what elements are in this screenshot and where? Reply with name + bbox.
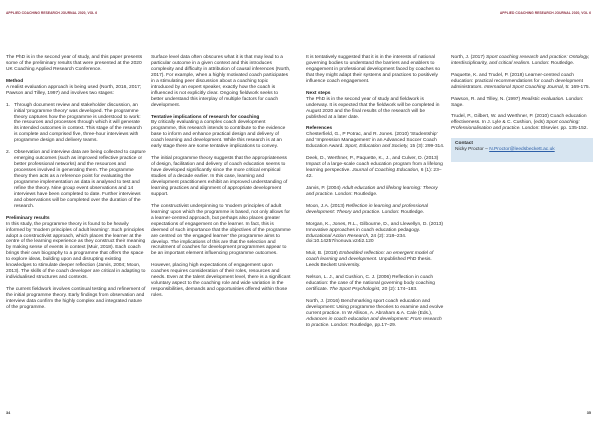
reference-details: London: Routledge.: [380, 209, 425, 215]
contact-name: Nicky Proctor –: [455, 147, 490, 153]
contact-line: [455, 147, 589, 153]
reference-text: Pawson, R. and Tilley, N. (1997): [451, 96, 522, 102]
reference-details: London: Routledge.: [333, 191, 378, 197]
results-paragraph: The current fieldwork involves continual testing and refinement of the initial programme theory. Early findings from observation and interview data confirm the highly complex and integrated nature of the programme.: [6, 287, 146, 310]
page-number-right: 35: [586, 411, 591, 415]
contact-email-link[interactable]: N.Proctor@leedsbeckett.ac.uk: [489, 147, 555, 153]
reference-details: Unpublished PhD thesis. Leeds Beckett University.: [306, 257, 432, 269]
reference-item: [451, 97, 593, 109]
contact-heading: Contact: [455, 141, 474, 147]
step-text: Through document review and stakeholder discussion, an initial 'programme theory' was developed. The programme theory captures how the programme is understood to work: the resources and processes through which it will generate its intended outcomes in context. This stage of the research is complete and comprised five, three-hour interviews with programme design and delivery teams.: [14, 102, 142, 144]
reference-item: [451, 55, 593, 67]
column-3: [306, 55, 446, 335]
reference-details: London: Elsevier. pp. 135-152.: [520, 126, 588, 132]
reference-text: Jarvis, P. (2004): [306, 185, 342, 191]
next-steps-paragraph: The PhD is in the second year of study and fieldwork is underway. It is expected that the fieldwork will be completed in August 2020 and the final results of the research will be published at a later date.: [306, 96, 440, 120]
reference-details: London: Sage.: [451, 96, 584, 108]
reference-item: [306, 222, 446, 246]
reference-text: North, J. (2016) Benchmarking sport coach education and development: Using programme theories to examine and evolve current practice. In W Allison, A. Abraham & A. Cale (Eds.),: [306, 298, 444, 316]
reference-source-title: The Sport Psychologist,: [329, 287, 381, 293]
reference-text: Chesterfield, G., P Potrac, and R. Jones. (2010) 'Studentship' and 'Impression Management' in an Advanced Soccer Coach Education Award.: [306, 132, 438, 150]
implications-paragraph: It is tentatively suggested that it is in the interests of national governing bodies to understand the barriers and enablers to engagement in professional development faced by coaches so that they might adapt their systems and practices to positively influence coach engagement.: [306, 55, 441, 84]
reference-details: London: Routledge, pp.17–29.: [329, 322, 397, 328]
reference-item: [306, 204, 446, 216]
method-step: [6, 150, 146, 210]
column-2: [151, 55, 291, 305]
reference-text: Nelson, L. J., and Cushion, C. J. (2006) Reflection in coach education: the case of the national governing body coaching certificate.: [306, 275, 435, 293]
reference-text: Deek, D., Werthner, P., Paquette, K., J., and Culver, D. (2013) Impact of a large-scale coach education program from a lifelong learning perspective.: [306, 156, 443, 174]
method-intro: A realist evaluation approach is being used (North, 2016, 2017; Pawson and Tilley, 1997) and involves two stages:: [6, 84, 142, 96]
reference-item: [451, 114, 593, 132]
reference-source-title: Realistic evaluation.: [521, 96, 565, 102]
references-heading: References: [306, 126, 333, 132]
reference-item: [306, 275, 446, 293]
reference-item: [306, 251, 446, 269]
reference-details: 15 (3): 299-314.: [408, 144, 445, 150]
reference-source-title: Sport, Education and Society,: [344, 144, 409, 150]
reference-text: Paquette, K. and Trudel, P. (2018) Learner-centred coach education: practical recommendations for coach development administrators.: [451, 72, 583, 90]
intro-paragraph: The PhD is in the second year of study, and this paper presents some of the preliminary results that were presented at the 2020 UK Coaching Applied Research Conference.: [6, 55, 143, 72]
step-text: Observation and interview data are being collected to capture emerging outcomes (such as improved reflective practice or better professional networks) and the resources and processes involved in generating them. The programme theory then acts as a reference point for evaluating the programme implementation as data is analysed to test and refine the theory. Nine group event observations and 14 interviews have been completed to date. Further interviews and observations will be completed over the duration of the research.: [14, 150, 146, 209]
preliminary-results-heading: Preliminary results: [6, 215, 50, 221]
reference-item: [306, 132, 446, 150]
step-number: 1.: [6, 102, 11, 108]
reference-text: Moon, J.A. (2013): [306, 203, 346, 209]
reference-item: [306, 299, 446, 329]
reference-text: Morgan, K., Jones, R.L., Gilbourne, D., and Llewellyn, D. (2013) Innovative approaches in coach education pedagogy.: [306, 221, 444, 233]
reference-details: 6 (1): 23–42.: [306, 168, 442, 180]
reference-source-title: Adult education and lifelong learning: Theory and practice.: [306, 185, 438, 197]
results-paragraph: In this study, the programme theory is found to be heavily informed by 'modern principles of adult learning'. Such principles adopt a constructivist approach, which places the learner at the centre of the learning experience as they construct their meaning by making sense of events in context (Muir, 2018). Each coach brings their own biography to a programme that offers the space to explore ideas, building upon and disrupting existing knowledges to stimulate deeper reflection (Jarvis, 2004; Moon, 2013). The skills of the coach developer are critical in adapting to individualised structures and contexts.: [6, 221, 146, 281]
right-page: [300, 0, 600, 424]
page-number-left: 34: [6, 411, 11, 415]
reference-source-title: International Sport Coaching Journal,: [484, 84, 565, 90]
reference-text: Trudel, P., Gilbert, W. and Werthner, P. (2010) Coach education effectiveness. In J. Lyle & C. Cushion, (eds): [451, 114, 587, 126]
reference-details: 20 (2): 174–183.: [380, 287, 418, 293]
reference-details: 24 (2): 218–234. doi:10.14257/nonuva.v24i2.120: [306, 233, 407, 245]
reference-text: North, J. (2017): [451, 55, 486, 60]
implications-paragraph: The initial programme theory suggests that the appropriateness of design, facilitation and delivery of coach education seems to have developed significantly since the more critical empirical studies of a decade earlier. In this case, learning and development practitioners exhibit an improved understanding of learning practices and alignment of appropriate development support.: [151, 156, 288, 197]
reference-source-title: Sport coaching research and practice: Ontology, interdisciplinarity, and critical realism.: [451, 55, 590, 66]
method-heading: Method: [6, 78, 24, 84]
reference-source-title: Educational Action Research,: [306, 233, 370, 239]
reference-details: London: Routledge.: [530, 60, 575, 66]
reference-source-title: Journal of Coaching Education,: [352, 168, 420, 174]
reference-item: [306, 156, 446, 180]
results-paragraph: Surface level data often obscures what it is that may lead to a particular outcome in a given context and this introduces complexity and difficulty in attribution of causal inferences (North, 2017). For example, when a highly motivated coach participates in a stimulating peer discussion about a coaching topic introduced by an expert speaker, exactly how the coach is influenced is not explicitly clear. Ongoing fieldwork seeks to better understand this interplay of multiple factors for coach development.: [151, 55, 291, 108]
reference-item: [306, 186, 446, 198]
reference-source-title: Sport coaching: Professionalisation and practice.: [451, 120, 580, 132]
implications-heading: Tentative implications of research for coaching: [151, 114, 260, 120]
implications-paragraph: The constructivist underpinning to 'modern principles of adult learning' upon which the programme is based, not only allows for a learner-centred approach, but perhaps also places greater expectations of engagement on the learner. In fact, this is deemed of such importance that the objectives of the programme are centred on 'the engaged learner' the programme aims to develop. The implications of this are that the selection and recruitment of coaches for development programmes appear to be an important element influencing programme outcomes.: [151, 203, 291, 257]
implications-paragraph: By critically evaluating a complex coach development programme, this research intends to contribute to the evidence base to inform and enhance practical design and delivery of coach learning and development. While this research is at an early stage there are some tentative implications to convey.: [151, 120, 286, 150]
reference-details: 5: 169-175.: [564, 84, 590, 90]
next-steps-heading: Next steps: [306, 90, 331, 96]
step-number: 2.: [6, 150, 11, 156]
column-4: [451, 55, 593, 162]
implications-paragraph: However, placing high expectations of engagement upon coaches requires consideration of their roles, resources and needs. Even at the talent development level, there is a significant voluntary aspect to the coaching role and wide variation in the responsibilities, demands and opportunities offered within those roles.: [151, 263, 291, 299]
reference-text: Muir, B. (2018): [306, 251, 340, 257]
column-1: [6, 55, 146, 317]
reference-source-title: Reflection in learning and professional development: Theory and practice.: [306, 203, 428, 215]
contact-box: [451, 138, 593, 162]
running-head-right: APPLIED COACHING RESEARCH JOURNAL 2020, VOL 6: [499, 11, 591, 15]
reference-item: [451, 73, 593, 91]
reference-source-title: Embedded reflection: an emergent model of coach learning and development.: [306, 251, 434, 263]
method-step: [6, 103, 146, 145]
running-head-left: APPLIED COACHING RESEARCH JOURNAL 2020, VOL 6: [6, 11, 98, 15]
reference-source-title: Advances in coach education and development: From research to practice.: [306, 316, 442, 328]
